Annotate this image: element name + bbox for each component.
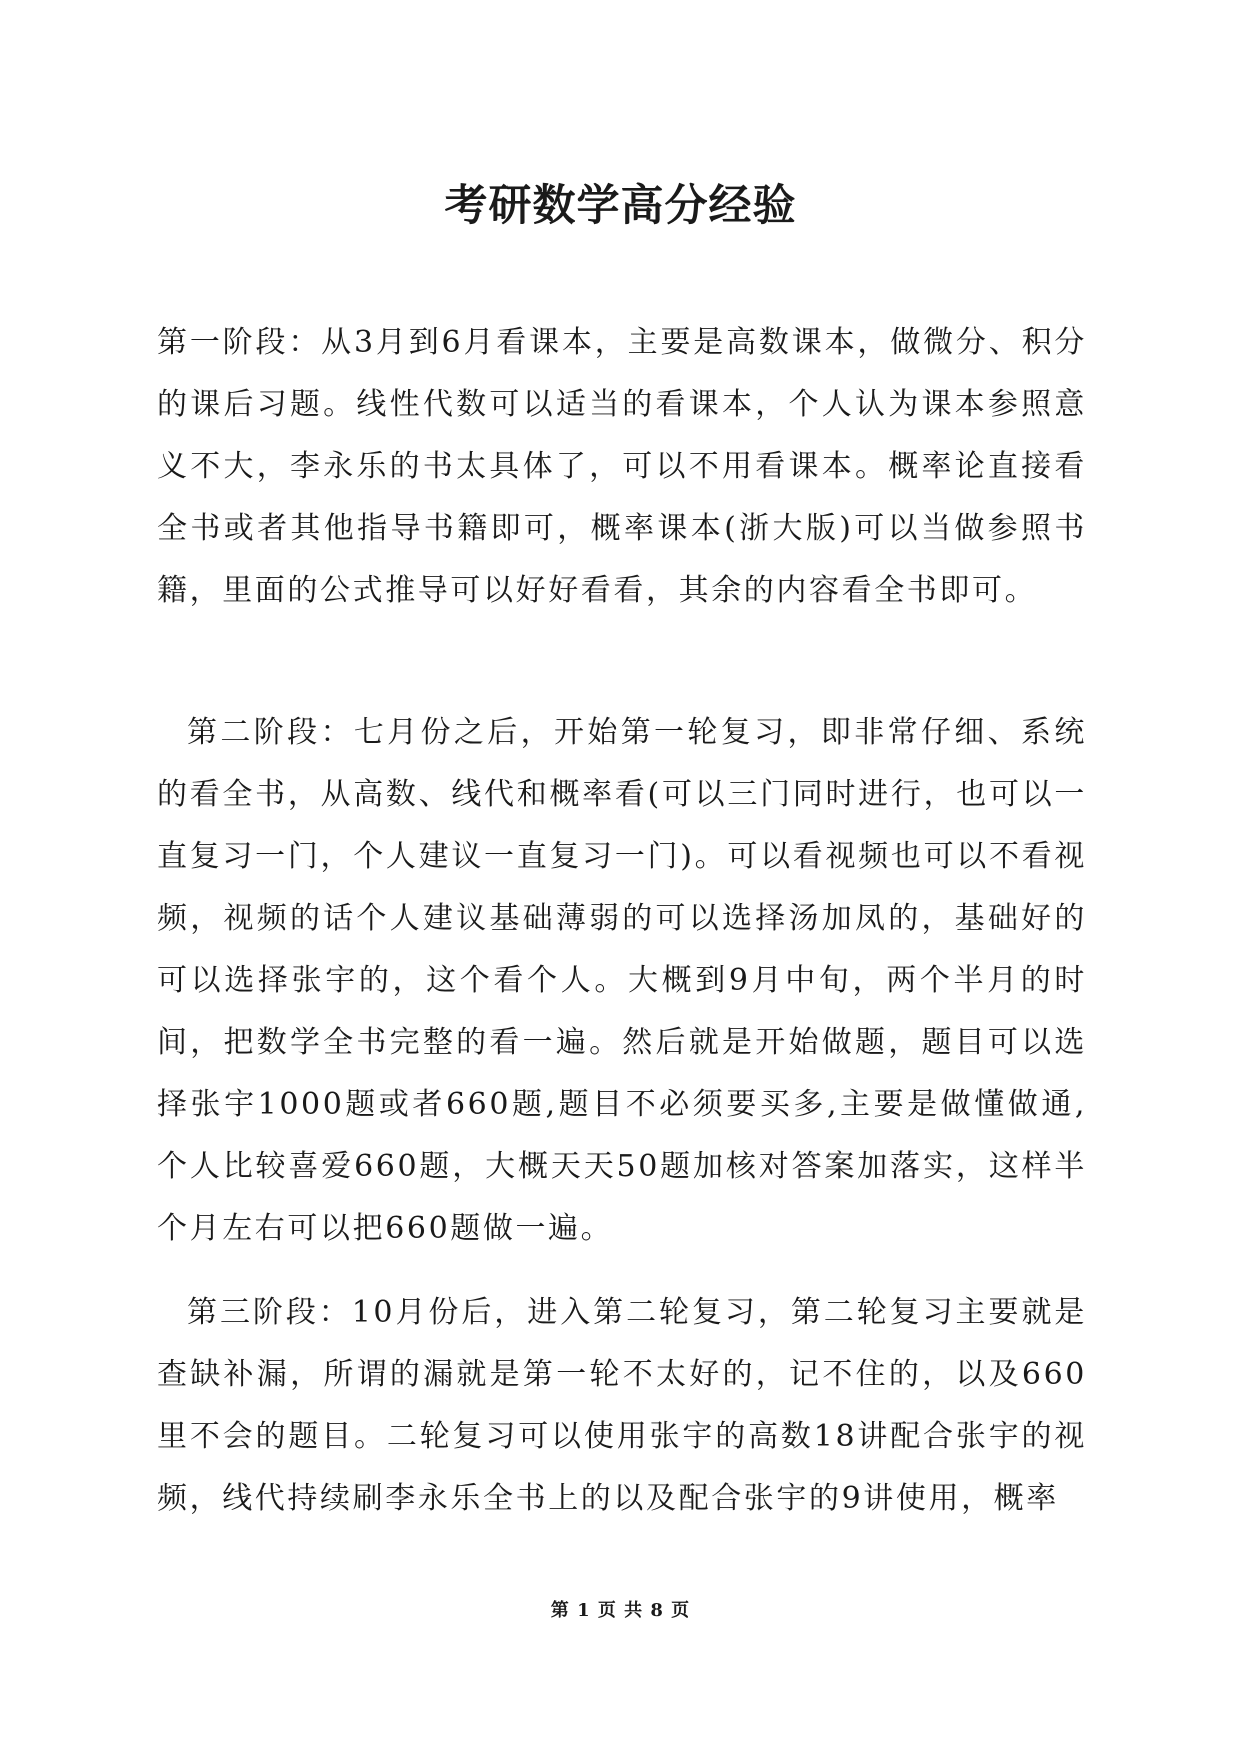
paragraph-stage-three: 第三阶段：10月份后，进入第二轮复习，第二轮复习主要就是查缺补漏，所谓的漏就是第一轮不太好的，记不住的，以及660里不会的题目。二轮复习可以使用张宇的高数18讲配合张宇的视频，线代持续刷李永乐全书上的以及配合张宇的9讲使用，概率: [157, 1295, 1087, 1516]
paragraph-stage-two: 第二阶段：七月份之后，开始第一轮复习，即非常仔细、系统的看全书，从高数、线代和概率看(可以三门同时进行，也可以一直复习一门，个人建议一直复习一门)。可以看视频也可以不看视频，视频的话个人建议基础薄弱的可以选择汤加凤的，基础好的可以选择张宇的，这个看个人。大概到9月中旬，两个半月的时间，把数学全书完整的看一遍。然后就是开始做题，题目可以选择张宇1000题或者660题,题目不必须要买多,主要是做懂做通,个人比较喜爱660题，大概天天50题加核对答案加落实，这样半个月左右可以把660题做一遍。: [157, 715, 1087, 1246]
page-number-footer: 第 1 页 共 8 页: [550, 1600, 691, 1621]
document-title: 考研数学高分经验: [444, 181, 797, 231]
paragraph-stage-one: 第一阶段：从3月到6月看课本，主要是高数课本，做微分、积分的课后习题。线性代数可以适当的看课本，个人认为课本参照意义不大，李永乐的书太具体了，可以不用看课本。概率论直接看全书或者其他指导书籍即可，概率课本(浙大版)可以当做参照书籍，里面的公式推导可以好好看看，其余的内容看全书即可。: [157, 325, 1087, 608]
